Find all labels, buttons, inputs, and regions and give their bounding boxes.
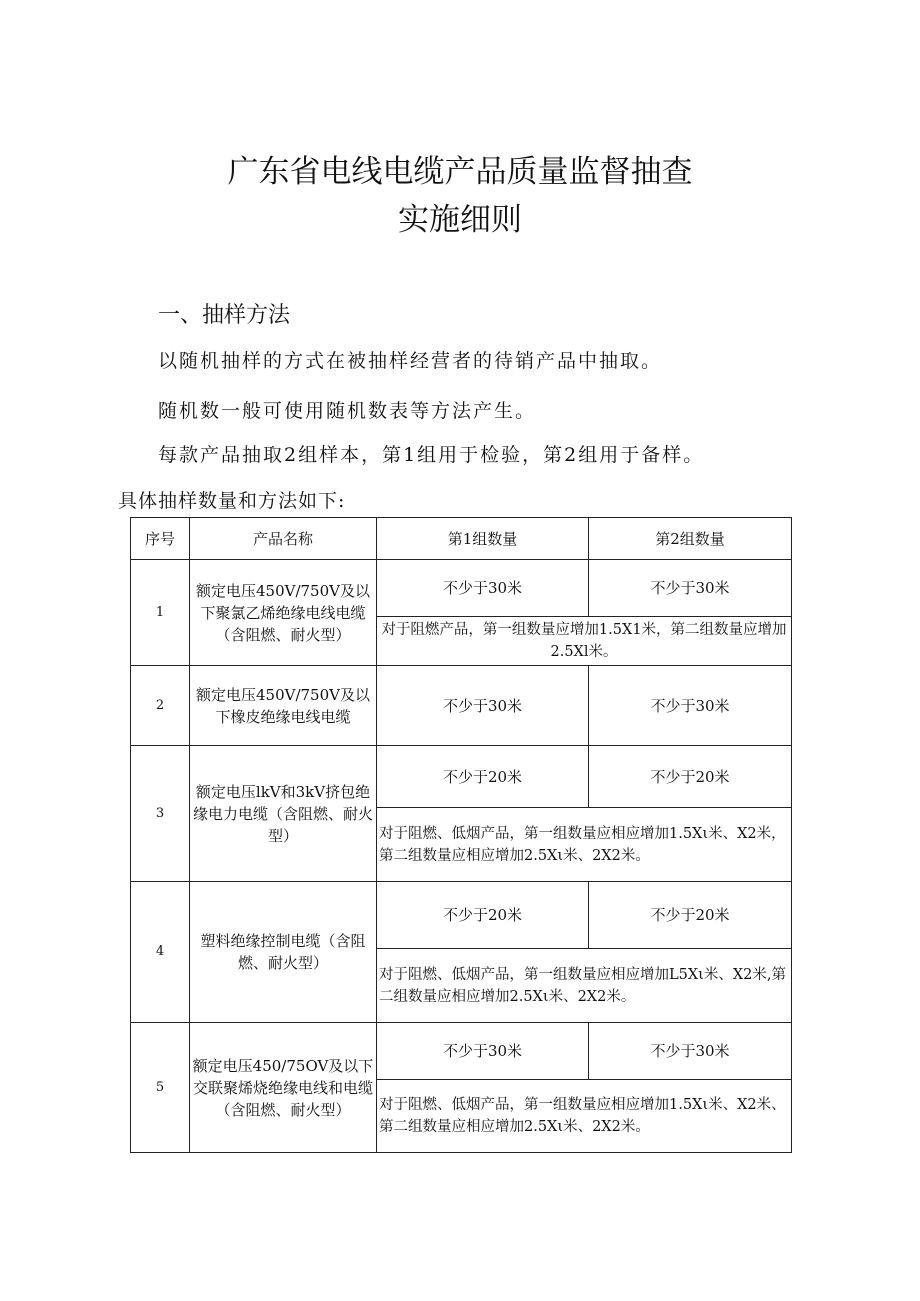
product-name: 额定电压450V/750V及以下橡皮绝缘电线电缆 [190, 666, 377, 746]
table-row [131, 882, 792, 949]
row-note: 对于阻燃产品，第一组数量应增加1.5X1米，第二组数量应增加2.5Xl米。 [377, 617, 792, 666]
product-name: 塑料绝缘控制电缆（含阻燃、耐火型） [190, 882, 377, 1023]
section-heading: 一、抽样方法 [158, 303, 291, 328]
group1-quantity: 不少于20米 [377, 882, 589, 949]
header-cell: 第1组数量 [377, 518, 589, 560]
table-row [131, 560, 792, 617]
product-name: 额定电压450/75OV及以下交联聚烯烧绝缘电线和电缆（含阻燃、耐火型） [190, 1023, 377, 1153]
header-cell: 产品名称 [190, 518, 377, 560]
header-cell: 第2组数量 [589, 518, 792, 560]
group2-quantity: 不少于30米 [589, 560, 792, 617]
group1-quantity: 不少于30米 [377, 1023, 589, 1080]
row-number: 2 [131, 666, 190, 746]
group2-quantity: 不少于30米 [589, 1023, 792, 1080]
paragraph: 随机数一般可使用随机数表等方法产生。 [158, 400, 537, 422]
paragraph: 每款产品抽取2组样本，第1组用于检验，第2组用于备样。 [158, 444, 705, 466]
row-note: 对于阻燃、低烟产品，第一组数量应相应增加1.5Xι米、X2米，第二组数量应相应增加2.5Xι米、2X2米。 [377, 808, 792, 882]
group1-quantity: 不少于30米 [377, 666, 589, 746]
group2-quantity: 不少于30米 [589, 666, 792, 746]
row-note: 对于阻燃、低烟产品，第一组数量应相应增加1.5Xι米、X2米、第二组数量应相应增加2.5Xι米、2X2米。 [377, 1080, 792, 1153]
table-header-row [131, 518, 792, 560]
sampling-table [130, 517, 792, 1153]
table-row [131, 1023, 792, 1080]
title-line-1: 广东省电线电缆产品质量监督抽查 [227, 154, 693, 190]
row-note: 对于阻燃、低烟产品，第一组数量应相应增加L5Xι米、X2米,第二组数量应相应增加2.5Xι米、2X2米。 [377, 949, 792, 1023]
table-row [131, 746, 792, 808]
group1-quantity: 不少于20米 [377, 746, 589, 808]
product-name: 额定电压450V/750V及以下聚氯乙烯绝缘电线电缆（含阻燃、耐火型） [190, 560, 377, 666]
product-name: 额定电压lkV和3kV挤包绝缘电力电缆（含阻燃、耐火型） [190, 746, 377, 882]
group2-quantity: 不少于20米 [589, 882, 792, 949]
group1-quantity: 不少于30米 [377, 560, 589, 617]
row-number: 3 [131, 746, 190, 882]
paragraph: 以随机抽样的方式在被抽样经营者的待销产品中抽取。 [158, 350, 663, 372]
paragraph: 具体抽样数量和方法如下: [118, 490, 346, 512]
title-line-2: 实施细则 [398, 202, 522, 238]
table-row [131, 666, 792, 746]
header-cell: 序号 [131, 518, 190, 560]
row-number: 5 [131, 1023, 190, 1153]
row-number: 1 [131, 560, 190, 666]
row-number: 4 [131, 882, 190, 1023]
group2-quantity: 不少于20米 [589, 746, 792, 808]
